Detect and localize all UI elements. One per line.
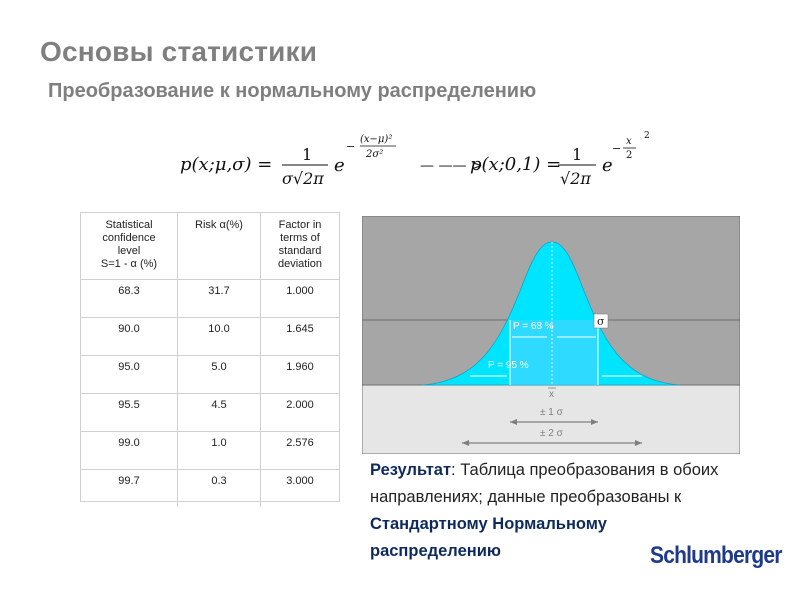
cell-risk: 5.0	[178, 356, 261, 394]
cell-risk: 0.3	[178, 470, 261, 508]
header-factor-line2: terms of	[280, 232, 320, 244]
confidence-table	[80, 212, 340, 502]
cell-confidence: 68.3	[81, 280, 178, 318]
cell-factor: 3.000	[286, 475, 314, 487]
table-row	[81, 356, 339, 394]
normal-distribution-formula	[170, 128, 660, 198]
formula-exp2-minus: −	[612, 142, 622, 155]
cell-factor: 2.576	[261, 432, 340, 470]
formula-frac1-num: 1	[302, 145, 313, 164]
cell-factor: 1.645	[261, 318, 340, 356]
formula-e1: e	[334, 155, 345, 176]
cell-risk: 31.7	[178, 280, 261, 318]
cell-factor: 1.960	[261, 356, 340, 394]
formula-frac2-num: 1	[572, 145, 583, 164]
label-p68: P = 68 %	[513, 321, 554, 332]
cell-confidence: 95.5	[81, 394, 178, 432]
header-confidence-level	[81, 213, 178, 280]
normal-curve-diagram	[362, 216, 740, 454]
header-confidence-line3: level	[117, 245, 141, 257]
table-row	[81, 432, 339, 470]
table-row	[81, 394, 339, 432]
header-risk-label: Risk α(%)	[195, 219, 243, 231]
result-bold-label: Результат	[370, 461, 452, 479]
cell-risk: 10.0	[178, 318, 261, 356]
table-header-row	[81, 213, 339, 280]
label-xbar: x	[549, 389, 554, 400]
formula-rhs: p(x;0,1) =	[470, 154, 562, 175]
label-two-sigma: ± 2 σ	[540, 428, 563, 439]
header-factor-line4: deviation	[277, 258, 323, 270]
cell-confidence: 95.0	[81, 356, 178, 394]
cell-confidence: 90.0	[81, 318, 178, 356]
header-confidence-line4: S=1 - α (%)	[100, 258, 158, 270]
formula-frac1-den: σ√2π	[282, 169, 324, 188]
header-confidence-line2: confidence	[102, 232, 156, 244]
formula-lhs: p(x;μ,σ) =	[180, 154, 273, 175]
result-bold-target: Стандартному Нормальному распределению	[370, 515, 607, 560]
formula-e2: e	[602, 155, 613, 176]
header-factor-line1: Factor in	[278, 219, 322, 231]
slide-title: Основы статистики	[40, 36, 318, 67]
table-row	[81, 470, 339, 508]
slide-subtitle: Преобразование к нормальному распределению	[48, 80, 537, 102]
cell-risk: 4.5	[178, 394, 261, 432]
cell-confidence: 99.7	[81, 470, 178, 508]
header-factor	[261, 213, 340, 280]
formula-arrow: — —— >	[420, 158, 483, 174]
schlumberger-logo: Schlumberger	[650, 542, 782, 569]
header-confidence-line1: Statistical	[105, 219, 153, 231]
label-sigma: σ	[597, 315, 605, 328]
header-factor-line3: standard	[278, 245, 322, 257]
formula-exp2-den: 2	[626, 150, 633, 161]
formula-exp2-num: x	[626, 136, 632, 147]
cell-confidence: 99.0	[81, 432, 178, 470]
formula-exp1-den: 2σ²	[366, 149, 384, 160]
formula-exp1-num: (x−μ)²	[360, 134, 393, 145]
result-body: : Таблица преобразования в обоих направлениях; данные преобразованы к	[370, 461, 719, 506]
table-row	[81, 280, 339, 318]
formula-exp2-sq: 2	[644, 131, 650, 141]
cell-risk: 1.0	[178, 432, 261, 470]
header-risk	[178, 213, 261, 280]
table-row	[81, 318, 339, 356]
cell-factor: 2.000	[261, 394, 340, 432]
formula-exp1-minus: −	[346, 140, 356, 153]
label-p95: P = 95 %	[488, 360, 529, 371]
cell-factor: 1.000	[261, 280, 340, 318]
formula-frac2-den: √2π	[560, 169, 591, 188]
label-one-sigma: ± 1 σ	[540, 407, 563, 418]
